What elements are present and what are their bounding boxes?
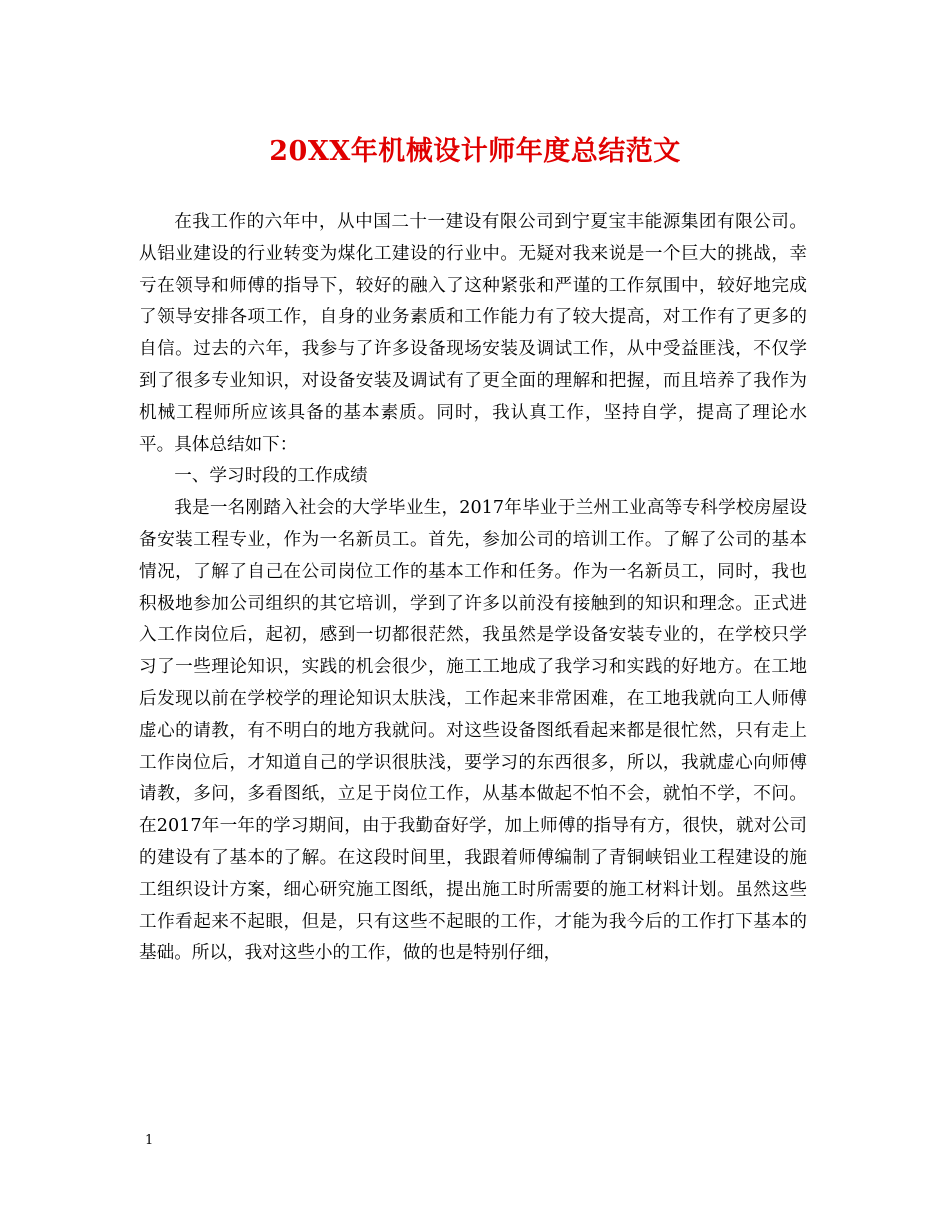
document-body: [139, 207, 807, 970]
document-title: 20XX年机械设计师年度总结范文: [269, 136, 681, 167]
section-heading: 一、学习时段的工作成绩: [174, 466, 368, 487]
page-number: 1: [145, 1133, 154, 1148]
body-paragraph: 在我工作的六年中，从中国二十一建设有限公司到宁夏宝丰能源集团有限公司。从铝业建设的行业转变为煤化工建设的行业中。无疑对我来说是一个巨大的挑战，幸亏在领导和师傅的指导下，较好的融入了这种紧张和严谨的工作氛围中，较好地完成了领导安排各项工作，自身的业务素质和工作能力有了较大提高，对工作有了更多的自信。过去的六年，我参与了许多设备现场安装及调试工作，从中受益匪浅，不仅学到了很多专业知识，对设备安装及调试有了更全面的理解和把握，而且培养了我作为机械工程师所应该具备的基本素质。同时，我认真工作，坚持自学，提高了理论水平。具体总结如下：: [139, 212, 807, 455]
body-paragraph: 我是一名刚踏入社会的大学毕业生，2017年毕业于兰州工业高等专科学校房屋设备安装工程专业，作为一名新员工。首先，参加公司的培训工作。了解了公司的基本情况，了解了自己在公司岗位工作的基本工作和任务。作为一名新员工，同时，我也积极地参加公司组织的其它培训，学到了许多以前没有接触到的知识和理念。正式进入工作岗位后，起初，感到一切都很茫然，我虽然是学设备安装专业的，在学校只学习了一些理论知识，实践的机会很少，施工工地成了我学习和实践的好地方。在工地后发现以前在学校学的理论知识太肤浅，工作起来非常困难，在工地我就向工人师傅虚心的请教，有不明白的地方我就问。对这些设备图纸看起来都是很忙然，只有走上工作岗位后，才知道自己的学识很肤浅，要学习的东西很多，所以，我就虚心向师傅请教，多问，多看图纸，立足于岗位工作，从基本做起不怕不会，就怕不学，不问。在2017年一年的学习期间，由于我勤奋好学，加上师傅的指导有方，很快，就对公司的建设有了基本的了解。在这段时间里，我跟着师傅编制了青铜峡铝业工程建设的施工组织设计方案，细心研究施工图纸，提出施工时所需要的施工材料计划。虽然这些工作看起来不起眼，但是，只有这些不起眼的工作，才能为我今后的工作打下基本的基础。所以，我对这些小的工作，做的也是特别仔细，: [139, 498, 807, 964]
